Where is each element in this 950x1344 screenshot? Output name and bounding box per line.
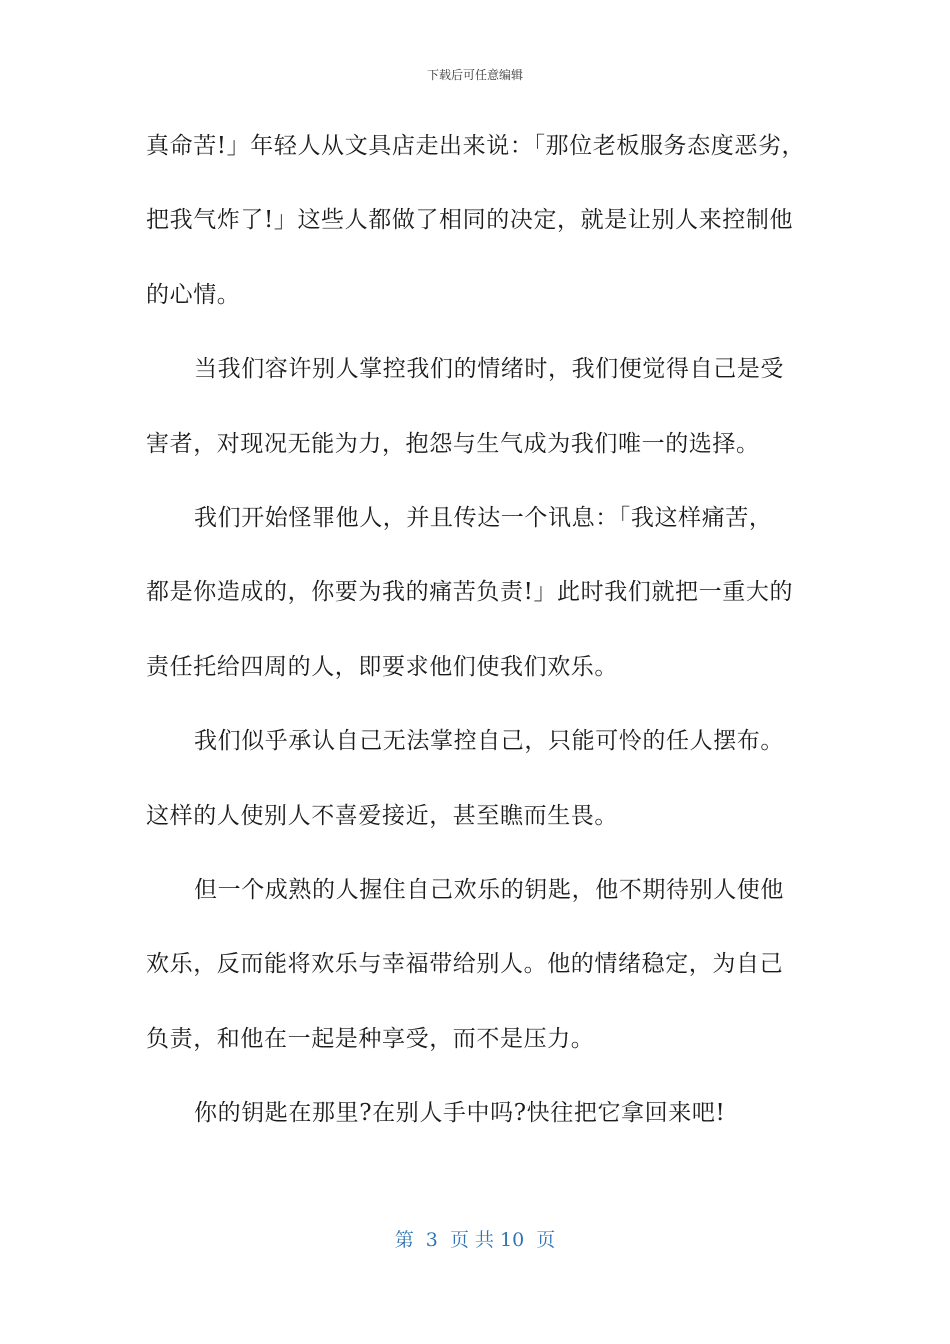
paragraph-start-line: 我们似乎承认自己无法掌控自己，只能可怜的任人摆布。 — [194, 728, 784, 755]
paragraph-start-line: 我们开始怪罪他人，并且传达一个讯息：「我这样痛苦， — [194, 504, 773, 531]
paragraph-start-line: 但一个成熟的人握住自己欢乐的钥匙，他不期待别人使他 — [194, 876, 784, 903]
text-line: 这样的人使别人不喜爱接近，甚至瞧而生畏。 — [146, 802, 618, 829]
page-header: 下载后可任意编辑 — [426, 68, 523, 82]
paragraph-start-line: 你的钥匙在那里?在别人手中吗?快往把它拿回来吧! — [194, 1100, 726, 1127]
document-body — [146, 122, 826, 1163]
text-line: 都是你造成的，你要为我的痛苦负责!」此时我们就把一重大的 — [146, 579, 794, 606]
paragraph-start-line: 当我们容许别人掌控我们的情绪时，我们便觉得自己是受 — [194, 356, 784, 383]
text-line: 责任托给四周的人，即要求他们使我们欢乐。 — [146, 653, 618, 680]
text-line: 把我气炸了!」这些人都做了相同的决定，就是让别人来控制他 — [146, 207, 794, 234]
text-line: 欢乐，反而能将欢乐与幸福带给别人。他的情绪稳定，为自己 — [146, 951, 784, 978]
text-line: 害者，对现况无能为力，抱怨与生气成为我们唯一的选择。 — [146, 430, 760, 457]
text-line: 负责，和他在一起是种享受，而不是压力。 — [146, 1025, 595, 1052]
text-line: 的心情。 — [146, 281, 241, 308]
page-number-footer: 第 3 页 共 10 页 — [394, 1229, 556, 1251]
text-line: 真命苦!」年轻人从文具店走出来说：「那位老板服务态度恶劣， — [146, 133, 806, 159]
